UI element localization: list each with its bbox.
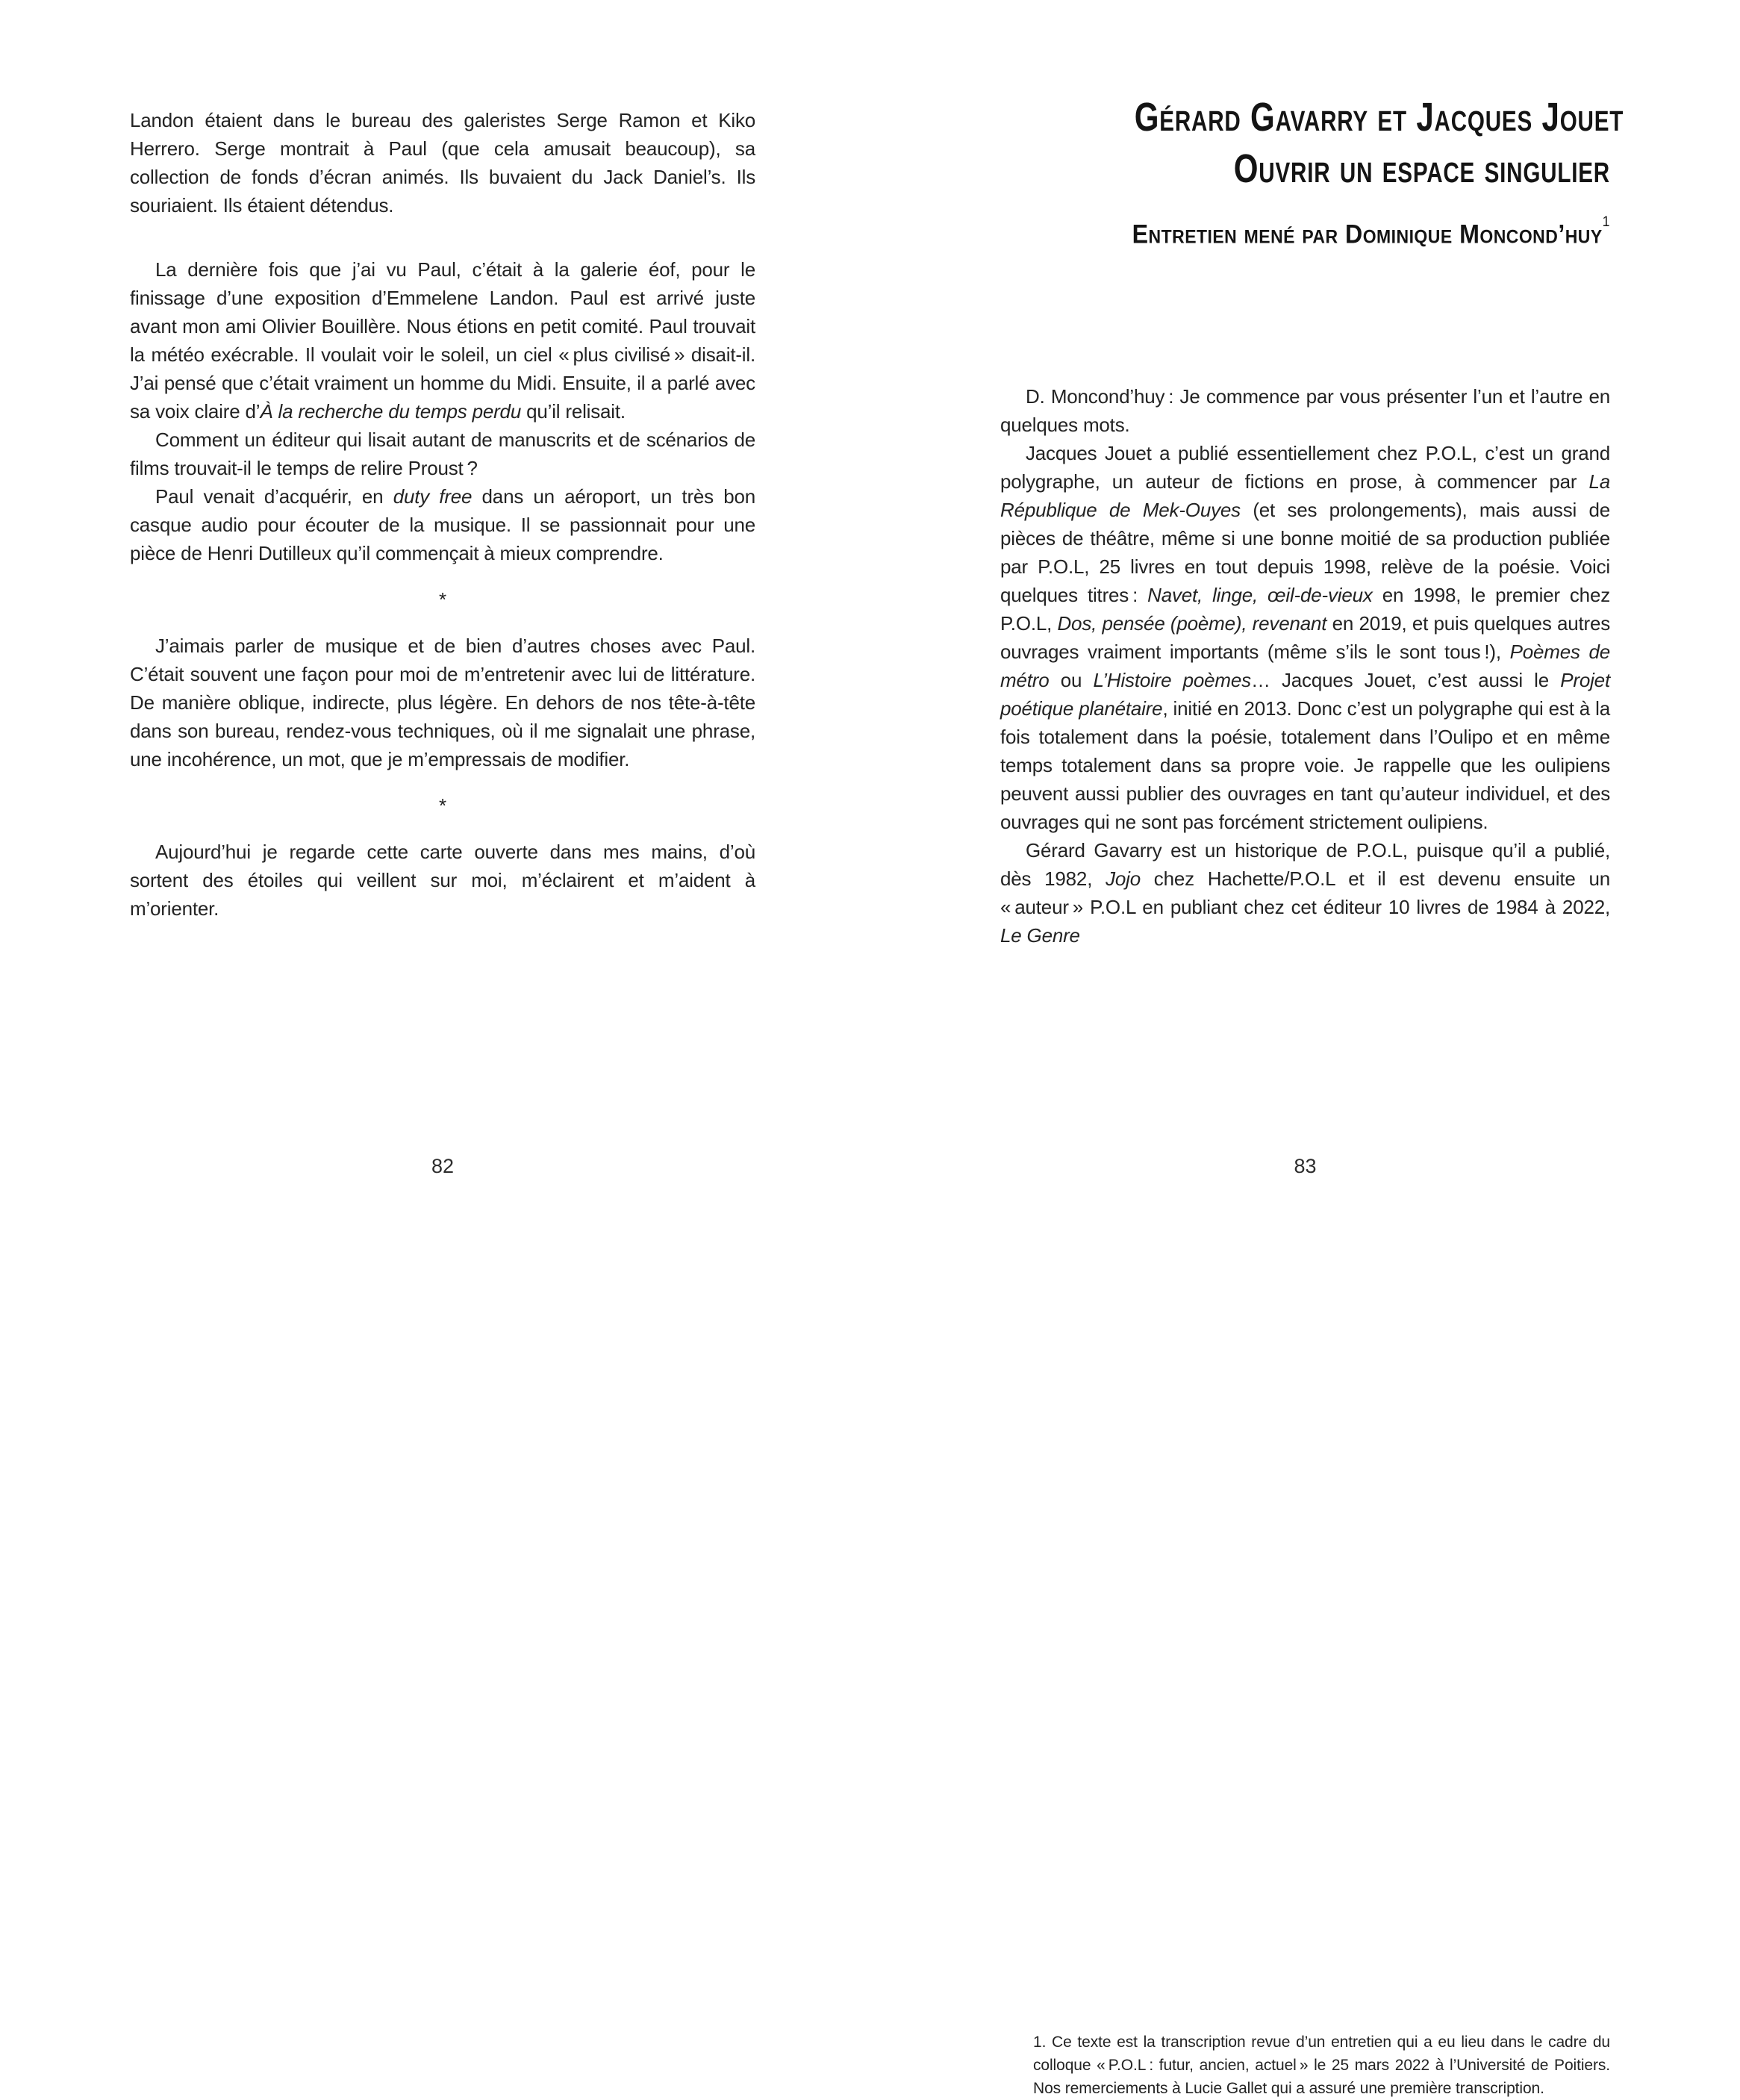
chapter-title-line2: Ouvrir un espace singulier xyxy=(1233,146,1610,191)
text: , initié en 2013. Donc c’est un polygraphe qui est à la fois totalement dans la poésie, totalement dans l’Oulipo et en même temps totalement dans sa propre voie. Je rappelle que les oulipiens peuvent aussi publier des ouvrages en tant qu’auteur individuel, et des ouvrages qui ne sont pas forcément strictement oulipiens. xyxy=(1000,697,1610,833)
chapter-subtitle xyxy=(1049,214,1610,252)
page-left xyxy=(130,0,755,1235)
italic-text: duty free xyxy=(393,485,473,508)
paragraph xyxy=(130,632,755,773)
text: qu’il relisait. xyxy=(521,400,626,423)
italic-text: L’Histoire poèmes xyxy=(1093,669,1251,691)
chapter-title-line1: Gérard Gavarry et Jacques Jouet xyxy=(1134,95,1624,140)
italic-text: À la recherche du temps perdu xyxy=(260,400,522,423)
italic-text: Poèmes de métro xyxy=(1000,641,1610,691)
right-page-number: 83 xyxy=(1294,1155,1317,1177)
text: * xyxy=(439,794,446,817)
text: D. Moncond’huy : Je commence par vous présenter l’un et l’autre en quelques mots. xyxy=(1000,385,1610,436)
text: Aujourd’hui je regarde cette carte ouverte dans mes mains, d’où sortent des étoiles qui veillent sur moi, m’éclairent et m’aident à m’orienter. xyxy=(130,841,755,920)
paragraph xyxy=(1000,439,1610,836)
text: en 2019, et puis quelques autres ouvrages vraiment importants (même s’ils le sont tous !), xyxy=(1000,612,1611,663)
text: J’aimais parler de musique et de bien d’autres choses avec Paul. C’était souvent une façon pour moi de m’entretenir avec lui de littérature. De manière oblique, indirecte, plus légère. En dehors de nos tête-à-tête dans son bureau, rendez-vous techniques, où il me signalait une phrase, une incohérence, un mot, que je m’empressais de modifier. xyxy=(130,635,755,770)
text: Landon étaient dans le bureau des galeristes Serge Ramon et Kiko Herrero. Serge montrait à Paul (que cela amusait beaucoup), sa collection de fonds d’écran animés. Ils buvaient du Jack Daniel’s. Ils souriaient. Ils étaient détendus. xyxy=(130,109,755,216)
italic-text: Projet poétique planétaire xyxy=(1000,669,1610,720)
italic-text: Le Genre xyxy=(1000,924,1080,947)
chapter-title xyxy=(1134,92,1624,195)
text: Jacques Jouet a publié essentiellement chez P.O.L, c’est un grand polygraphe, un auteur de fictions en prose, à commencer par xyxy=(1000,442,1610,493)
chapter-subtitle-text: Entretien mené par Dominique Moncond’huy xyxy=(1132,219,1603,249)
text: Comment un éditeur qui lisait autant de manuscrits et de scénarios de films trouvait-il le temps de relire Proust ? xyxy=(130,429,755,479)
text: chez Hachette/P.O.L et il est devenu ensuite un « auteur » P.O.L en publiant chez cet éditeur 10 livres de 1984 à 2022, xyxy=(1000,867,1610,918)
section-separator xyxy=(130,585,755,614)
paragraph xyxy=(130,255,755,426)
italic-text: Dos, pensée (poème), revenant xyxy=(1057,612,1327,635)
paragraph xyxy=(130,482,755,567)
section-separator xyxy=(130,791,755,820)
text: ou xyxy=(1049,669,1094,691)
paragraph xyxy=(1000,836,1610,950)
paragraph xyxy=(130,106,755,219)
left-page-number: 82 xyxy=(431,1155,455,1177)
italic-text: La République de Mek-Ouyes xyxy=(1000,470,1610,521)
text: … Jacques Jouet, c’est aussi le xyxy=(1250,669,1561,691)
paragraph xyxy=(1000,382,1610,439)
italic-text: Navet, linge, œil-de-vieux xyxy=(1147,584,1373,606)
text: 1. Ce texte est la transcription revue d’un entretien qui a eu lieu dans le cadre du colloque « P.O.L : futur, ancien, actuel » le 25 mars 2022 à l’Université de Poitiers. Nos remerciements à Lucie Gallet qui a assuré une première transcription. xyxy=(1033,2034,1610,2097)
footnote-reference: 1 xyxy=(1602,214,1610,231)
page-right xyxy=(1000,0,1624,2097)
italic-text: Jojo xyxy=(1106,867,1141,890)
text: (et ses prolongements), mais aussi de pièces de théâtre, même si une bonne moitié de sa production publiée par P.O.L, 25 livres en tout depuis 1998, relève de la poésie. Voici quelques titres : xyxy=(1000,499,1610,606)
paragraph xyxy=(1033,2031,1610,2100)
text: en 1998, le premier chez P.O.L, xyxy=(1000,584,1611,635)
paragraph xyxy=(130,426,755,482)
text: * xyxy=(439,588,446,611)
text: Paul venait d’acquérir, en xyxy=(155,485,393,508)
right-page-body xyxy=(1000,382,1610,950)
text: dans un aéroport, un très bon casque audio pour écouter de la musique. Il se passionnait pour une pièce de Henri Dutilleux qu’il commençait à mieux comprendre. xyxy=(130,485,755,564)
left-page-body xyxy=(130,106,755,923)
text: La dernière fois que j’ai vu Paul, c’était à la galerie éof, pour le finissage d’une exposition d’Emmelene Landon. Paul est arrivé juste avant mon ami Olivier Bouillère. Nous étions en petit comité. Paul trouvait la météo exécrable. Il voulait voir le soleil, un ciel « plus civilisé » disait-il. J’ai pensé que c’était vraiment un homme du Midi. Ensuite, il a parlé avec sa voix claire d’ xyxy=(130,258,755,423)
paragraph xyxy=(130,838,755,923)
text: Gérard Gavarry est un historique de P.O.L, puisque qu’il a publié, dès 1982, xyxy=(1000,839,1610,890)
